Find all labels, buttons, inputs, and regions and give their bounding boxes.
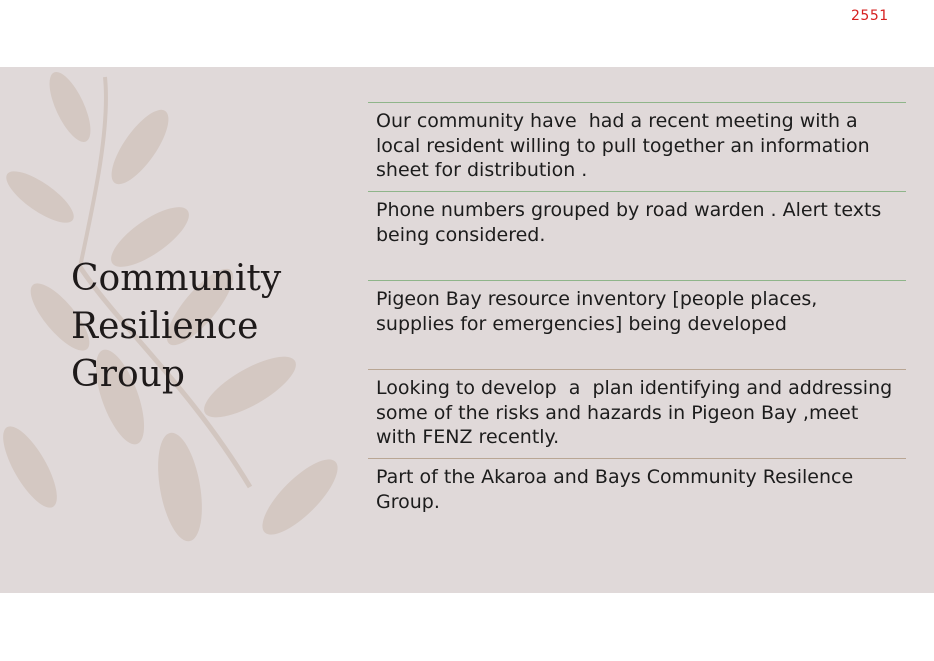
list-item (368, 191, 906, 280)
list-item-text: Part of the Akaroa and Bays Community Resilence Group. (376, 466, 860, 513)
list-item-text: Our community have had a recent meeting with a local resident willing to pull together an information sheet for distribution . (376, 110, 876, 181)
bullet-list (368, 102, 906, 547)
list-item (368, 369, 906, 458)
list-item-text: Phone numbers grouped by road warden . Alert texts being considered. (376, 199, 888, 246)
list-item-text: Pigeon Bay resource inventory [people places, supplies for emergencies] being developed (376, 288, 824, 335)
slide-title-line: Resilience (71, 306, 259, 347)
page-number: 2551 (851, 8, 889, 24)
slide-title-line: Group (71, 354, 185, 395)
slide-title-line: Community (71, 258, 282, 299)
list-item (368, 280, 906, 369)
list-item (368, 458, 906, 547)
slide (0, 67, 934, 593)
list-item (368, 102, 906, 191)
slide-title (71, 255, 281, 399)
list-item-text: Looking to develop a plan identifying and addressing some of the risks and hazards in Pigeon Bay ,meet with FENZ recently. (376, 377, 905, 448)
